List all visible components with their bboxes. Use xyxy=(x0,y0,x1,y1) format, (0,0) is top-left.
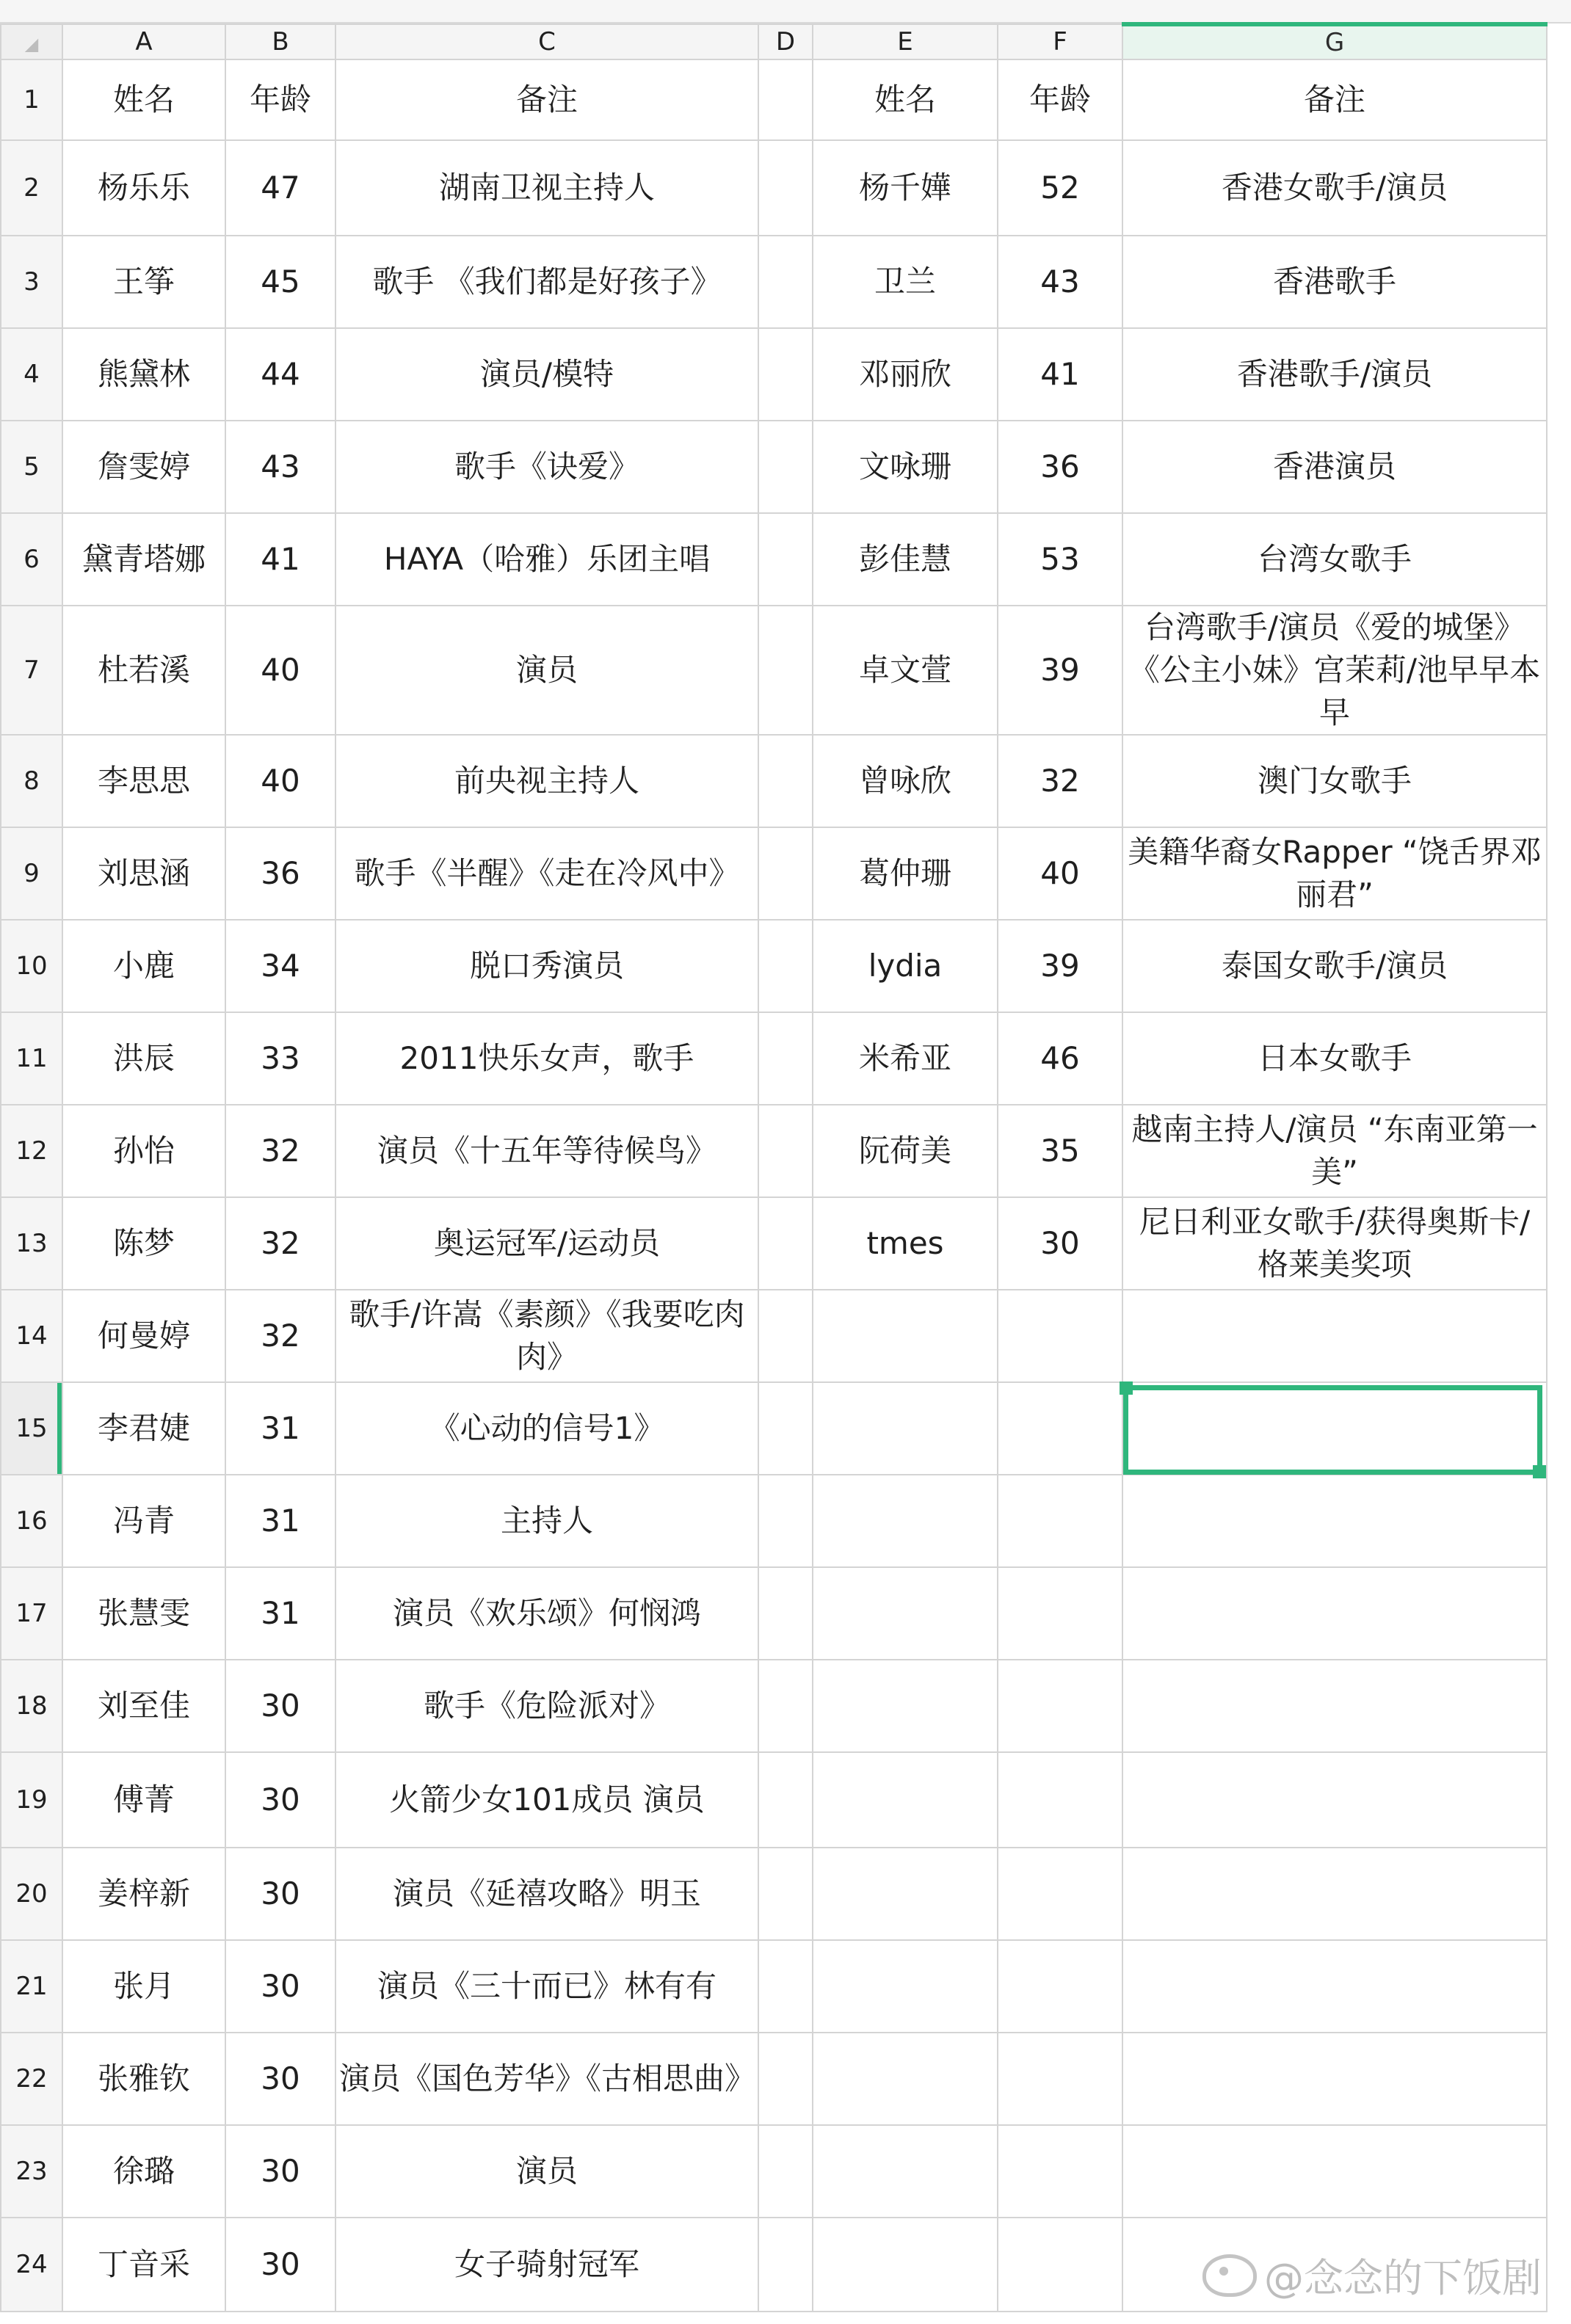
cell-name-2[interactable]: 卫兰 xyxy=(813,236,998,328)
cell-age[interactable]: 30 xyxy=(225,2218,335,2312)
cell-gap[interactable] xyxy=(758,236,813,328)
cell-age[interactable]: 31 xyxy=(225,1567,335,1660)
cell-note[interactable]: 演员《十五年等待候鸟》 xyxy=(335,1105,758,1197)
cell-note-2[interactable] xyxy=(1122,1567,1547,1660)
cell-name-2[interactable]: 米希亚 xyxy=(813,1012,998,1105)
cell-age[interactable]: 33 xyxy=(225,1012,335,1105)
cell-age[interactable]: 41 xyxy=(225,513,335,606)
table-row xyxy=(1,1940,1547,2033)
cell-age-2[interactable]: 46 xyxy=(998,1012,1122,1105)
cell-note-2[interactable] xyxy=(1122,1475,1547,1567)
row-number[interactable]: 21 xyxy=(1,1940,62,2033)
row-number[interactable]: 13 xyxy=(1,1197,62,1290)
cell-name[interactable]: 姜梓新 xyxy=(62,1848,225,1940)
cell-gap[interactable] xyxy=(758,827,813,920)
cell-name[interactable]: 洪辰 xyxy=(62,1012,225,1105)
cell-note[interactable]: 演员 xyxy=(335,606,758,735)
cell-gap[interactable] xyxy=(758,1105,813,1197)
cell-name[interactable]: 王筝 xyxy=(62,236,225,328)
column-header-c[interactable]: C xyxy=(335,24,758,59)
row-number[interactable]: 11 xyxy=(1,1012,62,1105)
cell-name[interactable]: 陈梦 xyxy=(62,1197,225,1290)
cell-name-2[interactable] xyxy=(813,1660,998,1752)
cell-gap[interactable] xyxy=(758,2033,813,2125)
column-header-e[interactable]: E xyxy=(813,24,998,59)
cell-age[interactable]: 44 xyxy=(225,328,335,421)
cell-gap[interactable] xyxy=(758,140,813,236)
cell-gap[interactable] xyxy=(758,2125,813,2218)
cell-name-2[interactable]: 杨千嬅 xyxy=(813,140,998,236)
corner-triangle-icon: ◢ xyxy=(24,34,39,54)
row-number[interactable]: 8 xyxy=(1,735,62,827)
cell-age[interactable]: 32 xyxy=(225,1290,335,1382)
row-number[interactable]: 7 xyxy=(1,606,62,735)
cell-name[interactable]: 张月 xyxy=(62,1940,225,2033)
cell-age-2[interactable] xyxy=(998,1382,1122,1475)
table-row xyxy=(1,1752,1547,1848)
cell-note[interactable]: 演员《延禧攻略》明玉 xyxy=(335,1848,758,1940)
cell-age-2[interactable] xyxy=(998,1752,1122,1848)
cell-gap[interactable] xyxy=(758,421,813,513)
cell-name[interactable]: 傅菁 xyxy=(62,1752,225,1848)
cell-note[interactable]: 前央视主持人 xyxy=(335,735,758,827)
column-header-f[interactable]: F xyxy=(998,24,1122,59)
cell-name-2[interactable]: tmes xyxy=(813,1197,998,1290)
cell-note-2[interactable] xyxy=(1122,1382,1547,1475)
row-number[interactable]: 3 xyxy=(1,236,62,328)
cell-name[interactable]: 姓名 xyxy=(62,59,225,140)
table-row xyxy=(1,1290,1547,1382)
table-row xyxy=(1,1012,1547,1105)
row-number[interactable]: 2 xyxy=(1,140,62,236)
cell-note[interactable]: 演员《欢乐颂》何悯鸿 xyxy=(335,1567,758,1660)
cell-note-2[interactable]: 备注 xyxy=(1122,59,1547,140)
cell-note-2[interactable]: 香港女歌手/演员 xyxy=(1122,140,1547,236)
cell-name-2[interactable]: 邓丽欣 xyxy=(813,328,998,421)
cell-name[interactable]: 何曼婷 xyxy=(62,1290,225,1382)
cell-name-2[interactable] xyxy=(813,2033,998,2125)
cell-note-2[interactable]: 香港歌手/演员 xyxy=(1122,328,1547,421)
cell-gap[interactable] xyxy=(758,920,813,1012)
cell-name[interactable]: 李君婕 xyxy=(62,1382,225,1475)
cell-name-2[interactable]: 文咏珊 xyxy=(813,421,998,513)
cell-age-2[interactable] xyxy=(998,1660,1122,1752)
cell-age[interactable]: 30 xyxy=(225,1940,335,2033)
cell-note[interactable]: 《心动的信号1》 xyxy=(335,1382,758,1475)
cell-age-2[interactable] xyxy=(998,1567,1122,1660)
cell-age-2[interactable]: 43 xyxy=(998,236,1122,328)
cell-name[interactable]: 杨乐乐 xyxy=(62,140,225,236)
cell-age-2[interactable]: 32 xyxy=(998,735,1122,827)
cell-name[interactable]: 徐璐 xyxy=(62,2125,225,2218)
cell-note-2[interactable]: 香港歌手 xyxy=(1122,236,1547,328)
row-number[interactable]: 20 xyxy=(1,1848,62,1940)
cell-name[interactable]: 刘思涵 xyxy=(62,827,225,920)
table-row xyxy=(1,1848,1547,1940)
cell-gap[interactable] xyxy=(758,328,813,421)
cell-note[interactable]: HAYA（哈雅）乐团主唱 xyxy=(335,513,758,606)
cell-gap[interactable] xyxy=(758,513,813,606)
cell-name[interactable]: 张雅钦 xyxy=(62,2033,225,2125)
cell-age[interactable]: 30 xyxy=(225,1752,335,1848)
table-row xyxy=(1,328,1547,421)
cell-note-2[interactable]: 澳门女歌手 xyxy=(1122,735,1547,827)
cell-note[interactable]: 演员 xyxy=(335,2125,758,2218)
cell-age[interactable]: 40 xyxy=(225,735,335,827)
cell-age[interactable]: 32 xyxy=(225,1105,335,1197)
row-number[interactable]: 5 xyxy=(1,421,62,513)
cell-name-2[interactable]: 葛仲珊 xyxy=(813,827,998,920)
cell-note-2[interactable] xyxy=(1122,1290,1547,1382)
cell-name-2[interactable]: 彭佳慧 xyxy=(813,513,998,606)
cell-note[interactable]: 歌手《危险派对》 xyxy=(335,1660,758,1752)
table-row xyxy=(1,140,1547,236)
cell-name-2[interactable]: 卓文萱 xyxy=(813,606,998,735)
cell-note[interactable]: 演员《国色芳华》《古相思曲》 xyxy=(335,2033,758,2125)
cell-note[interactable]: 女子骑射冠军 xyxy=(335,2218,758,2312)
cell-note[interactable]: 脱口秀演员 xyxy=(335,920,758,1012)
cell-age[interactable]: 32 xyxy=(225,1197,335,1290)
cell-gap[interactable] xyxy=(758,606,813,735)
column-header-b[interactable]: B xyxy=(225,24,335,59)
cell-age-2[interactable] xyxy=(998,1290,1122,1382)
table-row xyxy=(1,1105,1547,1197)
cell-note[interactable]: 歌手/许嵩《素颜》《我要吃肉肉》 xyxy=(335,1290,758,1382)
table-row xyxy=(1,236,1547,328)
cell-note-2[interactable]: 尼日利亚女歌手/获得奥斯卡/格莱美奖项 xyxy=(1122,1197,1547,1290)
cell-age-2[interactable]: 41 xyxy=(998,328,1122,421)
cell-note[interactable]: 火箭少女101成员 演员 xyxy=(335,1752,758,1848)
cell-name[interactable]: 张慧雯 xyxy=(62,1567,225,1660)
cell-note-2[interactable]: 台湾女歌手 xyxy=(1122,513,1547,606)
cell-name-2[interactable]: 曾咏欣 xyxy=(813,735,998,827)
cell-age-2[interactable]: 52 xyxy=(998,140,1122,236)
cell-name-2[interactable] xyxy=(813,1567,998,1660)
cell-name-2[interactable] xyxy=(813,1848,998,1940)
table-row xyxy=(1,920,1547,1012)
cell-name[interactable]: 丁音采 xyxy=(62,2218,225,2312)
row-number[interactable]: 10 xyxy=(1,920,62,1012)
cell-gap[interactable] xyxy=(758,1940,813,2033)
cell-note[interactable]: 演员/模特 xyxy=(335,328,758,421)
cell-note-2[interactable]: 台湾歌手/演员《爱的城堡》《公主小妹》宫茉莉/池早早本早 xyxy=(1122,606,1547,735)
cell-gap[interactable] xyxy=(758,1012,813,1105)
cell-name-2[interactable] xyxy=(813,1290,998,1382)
cell-age-2[interactable]: 年龄 xyxy=(998,59,1122,140)
row-number[interactable]: 23 xyxy=(1,2125,62,2218)
cell-name[interactable]: 熊黛林 xyxy=(62,328,225,421)
cell-note-2[interactable] xyxy=(1122,1940,1547,2033)
column-header-row xyxy=(1,24,1547,59)
table-row xyxy=(1,2033,1547,2125)
cell-note-2[interactable]: 泰国女歌手/演员 xyxy=(1122,920,1547,1012)
cell-note[interactable]: 歌手《半醒》《走在冷风中》 xyxy=(335,827,758,920)
cell-note-2[interactable] xyxy=(1122,1752,1547,1848)
table-row xyxy=(1,421,1547,513)
cell-age-2[interactable] xyxy=(998,2033,1122,2125)
cell-note-2[interactable]: 越南主持人/演员 “东南亚第一美” xyxy=(1122,1105,1547,1197)
cell-gap[interactable] xyxy=(758,1382,813,1475)
cell-note[interactable]: 歌手《诀爱》 xyxy=(335,421,758,513)
column-header-g[interactable]: G xyxy=(1122,24,1547,59)
cell-age[interactable]: 30 xyxy=(225,2125,335,2218)
cell-gap[interactable] xyxy=(758,2218,813,2312)
cell-age[interactable]: 30 xyxy=(225,2033,335,2125)
column-header-d[interactable]: D xyxy=(758,24,813,59)
cell-age-2[interactable]: 35 xyxy=(998,1105,1122,1197)
cell-note[interactable]: 2011快乐女声，歌手 xyxy=(335,1012,758,1105)
cell-name-2[interactable] xyxy=(813,2125,998,2218)
cell-note-2[interactable]: 美籍华裔女Rapper “饶舌界邓丽君” xyxy=(1122,827,1547,920)
cell-note[interactable]: 演员《三十而已》林有有 xyxy=(335,1940,758,2033)
cell-age[interactable]: 年龄 xyxy=(225,59,335,140)
cell-age-2[interactable]: 39 xyxy=(998,920,1122,1012)
row-number[interactable]: 17 xyxy=(1,1567,62,1660)
table-row xyxy=(1,1475,1547,1567)
row-number[interactable]: 18 xyxy=(1,1660,62,1752)
cell-age[interactable]: 36 xyxy=(225,827,335,920)
cell-age[interactable]: 34 xyxy=(225,920,335,1012)
cell-name-2[interactable]: 姓名 xyxy=(813,59,998,140)
weibo-icon xyxy=(1202,2254,1257,2297)
cell-gap[interactable] xyxy=(758,59,813,140)
cell-note-2[interactable] xyxy=(1122,2125,1547,2218)
column-header-a[interactable]: A xyxy=(62,24,225,59)
cell-name[interactable]: 小鹿 xyxy=(62,920,225,1012)
cell-note-2[interactable]: 香港演员 xyxy=(1122,421,1547,513)
cell-gap[interactable] xyxy=(758,735,813,827)
cell-note[interactable]: 奥运冠军/运动员 xyxy=(335,1197,758,1290)
cell-name-2[interactable] xyxy=(813,1475,998,1567)
row-number[interactable]: 9 xyxy=(1,827,62,920)
cell-note[interactable]: 备注 xyxy=(335,59,758,140)
row-number[interactable]: 19 xyxy=(1,1752,62,1848)
cell-note-2[interactable] xyxy=(1122,1660,1547,1752)
sheet-body xyxy=(1,59,1547,2312)
row-number[interactable]: 1 xyxy=(1,59,62,140)
cell-age-2[interactable]: 36 xyxy=(998,421,1122,513)
select-all-corner[interactable] xyxy=(1,24,62,59)
cell-age[interactable]: 31 xyxy=(225,1475,335,1567)
cell-age-2[interactable]: 40 xyxy=(998,827,1122,920)
cell-gap[interactable] xyxy=(758,1567,813,1660)
cell-name-2[interactable] xyxy=(813,2218,998,2312)
cell-note-2[interactable] xyxy=(1122,1848,1547,1940)
table-row xyxy=(1,1197,1547,1290)
cell-gap[interactable] xyxy=(758,1197,813,1290)
table-row xyxy=(1,1660,1547,1752)
row-number[interactable]: 6 xyxy=(1,513,62,606)
cell-note[interactable]: 歌手 《我们都是好孩子》 xyxy=(335,236,758,328)
cell-name-2[interactable] xyxy=(813,1382,998,1475)
cell-age[interactable]: 43 xyxy=(225,421,335,513)
cell-age-2[interactable] xyxy=(998,2218,1122,2312)
cell-gap[interactable] xyxy=(758,1848,813,1940)
cell-age-2[interactable] xyxy=(998,1940,1122,2033)
cell-name-2[interactable]: lydia xyxy=(813,920,998,1012)
cell-age[interactable]: 47 xyxy=(225,140,335,236)
table-row xyxy=(1,2125,1547,2218)
cell-name[interactable]: 杜若溪 xyxy=(62,606,225,735)
cell-name[interactable]: 刘至佳 xyxy=(62,1660,225,1752)
cell-name[interactable]: 孙怡 xyxy=(62,1105,225,1197)
cell-age-2[interactable] xyxy=(998,1848,1122,1940)
toolbar-strip xyxy=(0,0,1571,23)
cell-note-2[interactable]: 日本女歌手 xyxy=(1122,1012,1547,1105)
cell-age-2[interactable] xyxy=(998,2125,1122,2218)
table-row xyxy=(1,1567,1547,1660)
cell-age-2[interactable]: 53 xyxy=(998,513,1122,606)
row-number[interactable]: 12 xyxy=(1,1105,62,1197)
row-number[interactable]: 22 xyxy=(1,2033,62,2125)
table-row xyxy=(1,513,1547,606)
cell-note[interactable]: 湖南卫视主持人 xyxy=(335,140,758,236)
cell-name[interactable]: 詹雯婷 xyxy=(62,421,225,513)
row-number[interactable]: 4 xyxy=(1,328,62,421)
cell-note[interactable]: 主持人 xyxy=(335,1475,758,1567)
cell-age-2[interactable] xyxy=(998,1475,1122,1567)
watermark xyxy=(1202,2247,1542,2303)
cell-name-2[interactable]: 阮荷美 xyxy=(813,1105,998,1197)
row-number[interactable]: 14 xyxy=(1,1290,62,1382)
table-row xyxy=(1,1382,1547,1475)
table-row xyxy=(1,827,1547,920)
cell-gap[interactable] xyxy=(758,1290,813,1382)
cell-age-2[interactable]: 39 xyxy=(998,606,1122,735)
cell-age[interactable]: 30 xyxy=(225,1660,335,1752)
table-row xyxy=(1,59,1547,140)
cell-age[interactable]: 40 xyxy=(225,606,335,735)
cell-gap[interactable] xyxy=(758,1475,813,1567)
cell-gap[interactable] xyxy=(758,1660,813,1752)
row-number[interactable]: 24 xyxy=(1,2218,62,2312)
table-row xyxy=(1,606,1547,735)
cell-age[interactable]: 45 xyxy=(225,236,335,328)
table-row xyxy=(1,735,1547,827)
watermark-text: @念念的下饭剧 xyxy=(1264,2255,1542,2301)
sheet-grid xyxy=(0,22,1548,2312)
cell-name[interactable]: 黛青塔娜 xyxy=(62,513,225,606)
cell-age[interactable]: 30 xyxy=(225,1848,335,1940)
cell-gap[interactable] xyxy=(758,1752,813,1848)
row-number[interactable]: 16 xyxy=(1,1475,62,1567)
cell-name[interactable]: 冯青 xyxy=(62,1475,225,1567)
row-number[interactable]: 15 xyxy=(1,1382,62,1475)
cell-name[interactable]: 李思思 xyxy=(62,735,225,827)
cell-age-2[interactable]: 30 xyxy=(998,1197,1122,1290)
cell-note-2[interactable] xyxy=(1122,2033,1547,2125)
cell-name-2[interactable] xyxy=(813,1752,998,1848)
cell-age[interactable]: 31 xyxy=(225,1382,335,1475)
cell-name-2[interactable] xyxy=(813,1940,998,2033)
